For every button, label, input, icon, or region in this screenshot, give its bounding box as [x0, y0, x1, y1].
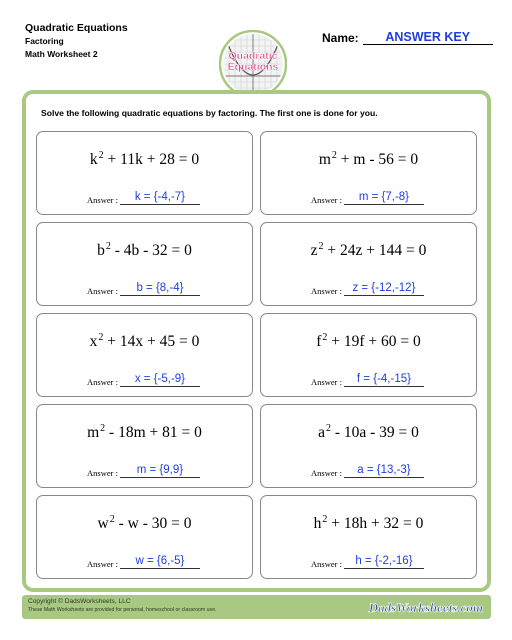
equation — [37, 424, 252, 442]
equation-terms: - 10a - 39 = 0 — [330, 424, 419, 441]
equation — [261, 242, 476, 260]
answer-row — [87, 464, 200, 478]
equation-variable: b — [97, 242, 105, 259]
equation — [261, 333, 476, 351]
copyright-text: Copyright © DadsWorksheets, LLC — [28, 598, 131, 605]
answer-label: Answer : — [311, 377, 342, 387]
usage-note: These Math Worksheets are provided for personal, homeschool or classroom use. — [28, 607, 217, 613]
answer-label: Answer : — [311, 468, 342, 478]
brand-text: DadsWorksheets.com — [368, 600, 483, 615]
equation-variable: k — [89, 151, 98, 168]
problem-card — [36, 222, 253, 306]
equation-terms: - 18m + 81 = 0 — [105, 424, 202, 441]
equation-variable: f — [316, 333, 322, 350]
equation-terms: + m - 56 = 0 — [336, 151, 419, 168]
answer-label: Answer : — [87, 468, 118, 478]
answer-row — [311, 464, 424, 478]
answer-label: Answer : — [87, 286, 118, 296]
quadratic-equations-logo-icon — [219, 30, 287, 98]
answer-value: m = {9,9} — [120, 464, 200, 478]
answer-row — [87, 373, 200, 387]
equation — [37, 333, 252, 351]
problem-grid — [36, 131, 477, 579]
answer-value: m = {7,-8} — [344, 191, 424, 205]
answer-label: Answer : — [87, 377, 118, 387]
answer-value: k = {-4,-7} — [120, 191, 200, 205]
equation-exponent: 2 — [98, 150, 104, 161]
equation-exponent: 2 — [318, 241, 324, 252]
equation-variable: h — [313, 515, 322, 532]
equation-terms: - 4b - 32 = 0 — [110, 242, 192, 259]
answer-value: z = {-12,-12} — [344, 282, 424, 296]
equation-terms: + 24z + 144 = 0 — [323, 242, 427, 259]
worksheet-header — [25, 21, 128, 61]
equation-variable: m — [318, 151, 331, 168]
equation-variable: x — [89, 333, 98, 350]
problem-card — [36, 131, 253, 215]
answer-label: Answer : — [311, 559, 342, 569]
equation-exponent: 2 — [100, 423, 106, 434]
equation — [261, 515, 476, 533]
name-label: Name: — [322, 31, 359, 45]
equation-exponent: 2 — [105, 241, 111, 252]
answer-label: Answer : — [311, 286, 342, 296]
answer-row — [311, 191, 424, 205]
worksheet-subtitle: Factoring — [25, 36, 64, 46]
equation-terms: + 14x + 45 = 0 — [103, 333, 200, 350]
answer-value: x = {-5,-9} — [120, 373, 200, 387]
equation-terms: + 11k + 28 = 0 — [103, 151, 200, 168]
answer-row — [311, 282, 424, 296]
logo-text-line1: Quadratic — [228, 50, 278, 62]
answer-row — [311, 555, 424, 569]
instructions: Solve the following quadratic equations by factoring. The first one is done for you. — [41, 108, 378, 118]
worksheet-number: Math Worksheet 2 — [25, 49, 98, 59]
equation-exponent: 2 — [322, 514, 328, 525]
equation-variable: w — [97, 515, 109, 532]
equation-exponent: 2 — [322, 332, 328, 343]
answer-value: a = {13,-3} — [344, 464, 424, 478]
answer-label: Answer : — [311, 195, 342, 205]
equation-terms: + 18h + 32 = 0 — [327, 515, 424, 532]
problem-card — [260, 313, 477, 397]
equation-variable: z — [310, 242, 318, 259]
answer-row — [87, 282, 200, 296]
dadsworksheets-brand-logo — [365, 596, 485, 618]
equation-variable: m — [87, 424, 100, 441]
equation-exponent: 2 — [325, 423, 331, 434]
equation-exponent: 2 — [98, 332, 104, 343]
equation-variable: a — [318, 424, 325, 441]
equation-exponent: 2 — [109, 514, 115, 525]
answer-row — [311, 373, 424, 387]
problem-card — [260, 404, 477, 488]
logo-text-line2: Equations — [227, 61, 279, 73]
answer-value: h = {-2,-16} — [344, 555, 424, 569]
footer-bar — [22, 595, 491, 619]
worksheet-title: Quadratic Equations — [25, 22, 128, 34]
name-value: ANSWER KEY — [363, 30, 493, 45]
equation-terms: + 19f + 60 = 0 — [327, 333, 421, 350]
answer-value: b = {8,-4} — [120, 282, 200, 296]
problem-card — [260, 222, 477, 306]
answer-value: w = {6,-5} — [120, 555, 200, 569]
equation — [261, 151, 476, 169]
name-field — [322, 30, 493, 45]
equation — [261, 424, 476, 442]
equation — [37, 242, 252, 260]
problem-card — [260, 131, 477, 215]
problem-card — [36, 313, 253, 397]
problem-card — [36, 404, 253, 488]
answer-value: f = {-4,-15} — [344, 373, 424, 387]
equation — [37, 151, 252, 169]
equation-exponent: 2 — [331, 150, 337, 161]
answer-label: Answer : — [87, 195, 118, 205]
answer-label: Answer : — [87, 559, 118, 569]
problem-card — [260, 495, 477, 579]
problem-card — [36, 495, 253, 579]
equation — [37, 515, 252, 533]
answer-row — [87, 555, 200, 569]
answer-row — [87, 191, 200, 205]
equation-terms: - w - 30 = 0 — [114, 515, 192, 532]
